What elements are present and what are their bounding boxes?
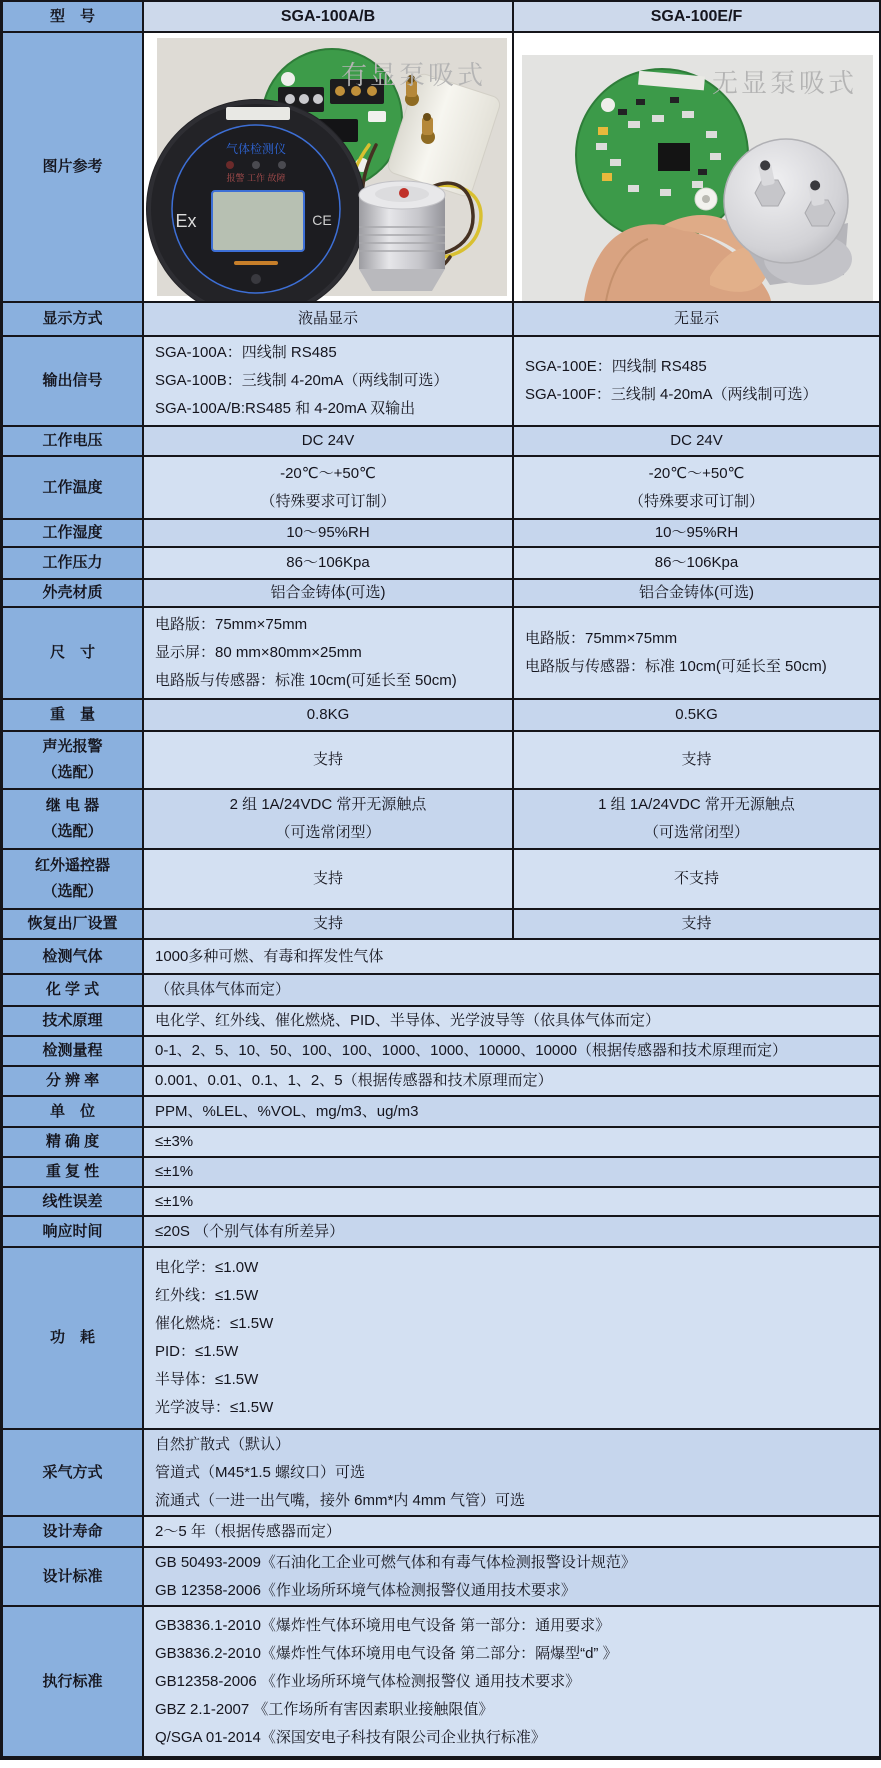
row-label-text: 分 辨 率 xyxy=(45,1072,100,1089)
value-cell-left xyxy=(144,732,514,788)
spec-row-25 xyxy=(3,1517,879,1548)
row-label-cell xyxy=(3,1217,144,1246)
value-cell-right xyxy=(514,700,879,730)
row-label-text: 线性误差 xyxy=(42,1192,103,1210)
row-label-text: 单 位 xyxy=(49,1102,95,1120)
value-text: 0-1、2、5、10、50、100、100、1000、1000、10000、10000（根据传感器和技术原理而定） xyxy=(155,1042,787,1059)
spec-row-15 xyxy=(3,1007,879,1037)
value-cell-left xyxy=(144,548,514,578)
value-cell-left xyxy=(144,850,514,908)
value-text: -20℃～+50℃ xyxy=(280,464,376,482)
value-cell-span xyxy=(144,1067,879,1095)
row-label-cell xyxy=(3,732,144,788)
row-label-text: （选配） xyxy=(42,823,103,840)
spec-row-8 xyxy=(3,700,879,732)
row-label-text: （选配） xyxy=(42,883,103,900)
value-text: 铝合金铸体(可选) xyxy=(270,584,386,601)
value-cell-right xyxy=(514,337,879,425)
value-text: （特殊要求可订制） xyxy=(260,492,396,510)
value-cell-right xyxy=(514,732,879,788)
spec-row-12 xyxy=(3,910,879,940)
spec-row-24 xyxy=(3,1430,879,1517)
value-text: 86～106Kpa xyxy=(654,554,739,571)
value-text: SGA-100A/B:RS485 和 4-20mA 双输出 xyxy=(155,400,416,417)
row-label-text: 重 量 xyxy=(49,706,95,723)
spec-row-16 xyxy=(3,1037,879,1067)
value-cell-left xyxy=(144,608,514,698)
value-cell-span xyxy=(144,1007,879,1035)
spec-row-13 xyxy=(3,940,879,975)
value-text: PID：≤1.5W xyxy=(155,1343,239,1360)
row-label-text: 采气方式 xyxy=(42,1463,103,1481)
spec-row-4 xyxy=(3,520,879,548)
value-text: 支持 xyxy=(312,870,343,887)
row-label-text: 显示方式 xyxy=(42,310,103,327)
row-label-cell xyxy=(3,1517,144,1546)
row-label-text: 重 复 性 xyxy=(45,1163,100,1180)
value-text: 铝合金铸体(可选) xyxy=(639,584,754,601)
table-header-row xyxy=(3,2,879,33)
value-text: 0.5KG xyxy=(675,706,718,723)
value-text: GB3836.1-2010《爆炸性气体环境用电气设备 第一部分：通用要求》 xyxy=(155,1616,611,1634)
spec-row-10 xyxy=(3,790,879,850)
row-label-text: 设计标准 xyxy=(42,1567,103,1585)
value-cell-right xyxy=(514,790,879,848)
value-text: 支持 xyxy=(312,751,343,768)
value-text: 86～106Kpa xyxy=(286,554,370,571)
value-text: Q/SGA 01-2014《深国安电子科技有限公司企业执行标准》 xyxy=(155,1728,546,1746)
spec-row-19 xyxy=(3,1128,879,1158)
value-cell-right xyxy=(514,303,879,335)
image-row-label-text: 图片参考 xyxy=(42,158,103,175)
value-cell-right xyxy=(514,457,879,518)
value-cell-left xyxy=(144,910,514,938)
value-text: GB 50493-2009《石油化工企业可燃气体和有毒气体检测报警设计规范》 xyxy=(155,1553,636,1571)
header-label-cell xyxy=(3,2,144,31)
row-label-cell xyxy=(3,548,144,578)
value-cell-right xyxy=(514,548,879,578)
value-text: 电路版与传感器：标准 10cm(可延长至 50cm) xyxy=(525,658,827,675)
row-label-text: 红外遥控器 xyxy=(34,857,110,874)
row-label-text: 输出信号 xyxy=(42,372,103,389)
value-text: 1 组 1A/24VDC 常开无源触点 xyxy=(598,796,795,813)
value-text: 10～95%RH xyxy=(286,524,370,541)
value-text: （特殊要求可订制） xyxy=(628,492,764,510)
row-label-text: 工作湿度 xyxy=(42,524,103,541)
watermark-left: 有显泵吸式 xyxy=(340,61,486,90)
value-cell-span xyxy=(144,1158,879,1186)
value-text: 流通式（一进一出气嘴，接外 6mm*内 4mm 气管）可选 xyxy=(155,1491,526,1509)
product-photo-sga100ef xyxy=(514,33,879,301)
row-label-cell xyxy=(3,790,144,848)
value-cell-left xyxy=(144,337,514,425)
row-label-cell xyxy=(3,1607,144,1756)
model-ab-text: SGA-100A/B xyxy=(280,7,376,25)
value-text: 1000多种可燃、有毒和挥发性气体 xyxy=(155,947,384,965)
spec-row-26 xyxy=(3,1548,879,1607)
value-cell-span xyxy=(144,1128,879,1156)
value-cell-left xyxy=(144,580,514,606)
spec-row-23 xyxy=(3,1248,879,1430)
row-label-cell xyxy=(3,850,144,908)
value-cell-right xyxy=(514,608,879,698)
value-text: SGA-100B：三线制 4-20mA（两线制可选） xyxy=(155,372,449,389)
value-cell-right xyxy=(514,580,879,606)
row-label-text: 工作温度 xyxy=(42,478,103,496)
spec-row-20 xyxy=(3,1158,879,1188)
value-text: DC 24V xyxy=(301,432,355,449)
value-cell-span xyxy=(144,940,879,973)
value-text: 红外线：≤1.5W xyxy=(155,1287,259,1304)
value-text: 10～95%RH xyxy=(654,524,739,541)
value-cell-left xyxy=(144,520,514,546)
value-text: ≤±1% xyxy=(155,1192,194,1210)
value-cell-right xyxy=(514,850,879,908)
spec-row-18 xyxy=(3,1097,879,1128)
value-cell-right xyxy=(514,520,879,546)
spec-row-2 xyxy=(3,427,879,457)
spec-row-11 xyxy=(3,850,879,910)
value-text: SGA-100F：三线制 4-20mA（两线制可选） xyxy=(525,386,818,403)
value-text: 支持 xyxy=(681,915,712,932)
value-text: 光学波导：≤1.5W xyxy=(155,1399,274,1416)
value-text: （依具体气体而定） xyxy=(155,981,291,998)
value-text: （可选常闭型） xyxy=(643,824,749,841)
value-text: GB12358-2006 《作业场所环境气体检测报警仪 通用技术要求》 xyxy=(155,1672,581,1690)
row-label-cell xyxy=(3,1007,144,1035)
bottom-margin xyxy=(0,1760,881,1768)
spec-row-17 xyxy=(3,1067,879,1097)
spec-row-7 xyxy=(3,608,879,700)
value-text: 显示屏：80 mm×80mm×25mm xyxy=(155,644,362,661)
row-label-text: 检测气体 xyxy=(42,947,103,965)
value-cell-left xyxy=(144,457,514,518)
header-model-ef xyxy=(514,2,879,31)
device-ce-mark: CE xyxy=(312,212,332,228)
spec-row-5 xyxy=(3,548,879,580)
value-text: GBZ 2.1-2007 《工作场所有害因素职业接触限值》 xyxy=(155,1700,494,1718)
row-label-cell xyxy=(3,1097,144,1126)
device-led-labels: 报警 工作 故障 xyxy=(226,173,286,183)
sensor-cylinder-illustration xyxy=(359,181,445,291)
row-label-cell xyxy=(3,1067,144,1095)
spec-row-0 xyxy=(3,303,879,337)
photo-illustration-left xyxy=(144,33,512,301)
model-ef-text: SGA-100E/F xyxy=(650,7,743,25)
row-label-cell xyxy=(3,700,144,730)
row-label-text: 工作压力 xyxy=(42,554,103,571)
row-label-text: 响应时间 xyxy=(42,1222,103,1240)
row-label-text: 执行标准 xyxy=(42,1672,103,1690)
row-label-cell xyxy=(3,1248,144,1428)
row-label-cell xyxy=(3,1037,144,1065)
row-label-text: （选配） xyxy=(42,764,103,781)
value-text: 电化学、红外线、催化燃烧、PID、半导体、光学波导等（依具体气体而定） xyxy=(155,1012,661,1029)
row-label-cell xyxy=(3,1430,144,1515)
watermark-right: 无显泵吸式 xyxy=(711,69,857,98)
row-label-text: 外壳材质 xyxy=(42,584,103,601)
value-text: SGA-100E：四线制 RS485 xyxy=(525,358,707,375)
value-text: 自然扩散式（默认） xyxy=(155,1435,291,1453)
row-label-text: 技术原理 xyxy=(42,1012,103,1029)
row-label-cell xyxy=(3,1188,144,1215)
row-label-text: 精 确 度 xyxy=(45,1133,100,1150)
value-text: 电化学：≤1.0W xyxy=(155,1259,259,1276)
row-label-text: 功 耗 xyxy=(49,1329,95,1346)
value-cell-right xyxy=(514,427,879,455)
value-cell-span xyxy=(144,1430,879,1515)
row-label-text: 声光报警 xyxy=(42,738,103,755)
value-text: SGA-100A：四线制 RS485 xyxy=(155,344,337,361)
spec-rows-container xyxy=(3,303,879,1758)
spec-row-1 xyxy=(3,337,879,427)
value-cell-left xyxy=(144,790,514,848)
image-reference-row xyxy=(3,33,879,303)
spec-row-3 xyxy=(3,457,879,520)
row-label-cell xyxy=(3,1128,144,1156)
value-text: 0.001、0.01、0.1、1、2、5（根据传感器和技术原理而定） xyxy=(155,1072,553,1089)
value-text: 电路版：75mm×75mm xyxy=(525,630,678,647)
row-label-text: 尺 寸 xyxy=(49,644,95,661)
value-text: 管道式（M45*1.5 螺纹口）可选 xyxy=(155,1463,366,1481)
value-text: ≤20S （个别气体有所差异） xyxy=(155,1222,345,1240)
product-photo-sga100ab xyxy=(144,33,514,301)
spec-row-27 xyxy=(3,1607,879,1758)
row-label-cell xyxy=(3,427,144,455)
row-label-text: 继 电 器 xyxy=(45,797,100,814)
value-text: 电路版：75mm×75mm xyxy=(155,616,308,633)
spec-row-9 xyxy=(3,732,879,790)
value-cell-span xyxy=(144,1217,879,1246)
value-cell-span xyxy=(144,1188,879,1215)
row-label-cell xyxy=(3,940,144,973)
pcb-board-illustration xyxy=(576,69,748,241)
value-text: 液晶显示 xyxy=(297,310,358,327)
value-cell-span xyxy=(144,1037,879,1065)
row-label-cell xyxy=(3,303,144,335)
value-cell-span xyxy=(144,975,879,1005)
row-label-text: 检测量程 xyxy=(42,1042,103,1059)
row-label-cell xyxy=(3,337,144,425)
photo-illustration-right xyxy=(514,33,879,301)
spec-row-22 xyxy=(3,1217,879,1248)
image-row-label-cell xyxy=(3,33,144,301)
value-text: ≤±3% xyxy=(155,1133,194,1150)
value-text: （可选常闭型） xyxy=(275,824,381,841)
spec-row-21 xyxy=(3,1188,879,1217)
row-label-cell xyxy=(3,1548,144,1605)
value-text: PPM、%LEL、%VOL、mg/m3、ug/m3 xyxy=(155,1102,419,1120)
value-text: -20℃～+50℃ xyxy=(648,464,745,482)
value-text: DC 24V xyxy=(670,432,723,449)
value-text: 2～5 年（根据传感器而定） xyxy=(155,1522,341,1540)
row-label-text: 化 学 式 xyxy=(45,981,100,998)
value-text: 无显示 xyxy=(673,310,719,327)
row-label-cell xyxy=(3,975,144,1005)
value-text: 催化燃烧：≤1.5W xyxy=(155,1315,274,1332)
spec-row-14 xyxy=(3,975,879,1007)
value-text: 半导体：≤1.5W xyxy=(155,1371,259,1388)
value-cell-left xyxy=(144,303,514,335)
value-text: 支持 xyxy=(312,915,343,932)
value-cell-span xyxy=(144,1517,879,1546)
value-text: 2 组 1A/24VDC 常开无源触点 xyxy=(229,796,427,813)
value-cell-right xyxy=(514,910,879,938)
device-title-text: 气体检测仪 xyxy=(225,142,287,156)
row-label-cell xyxy=(3,608,144,698)
row-label-cell xyxy=(3,910,144,938)
row-label-text: 工作电压 xyxy=(42,432,103,449)
value-cell-span xyxy=(144,1607,879,1756)
value-cell-left xyxy=(144,700,514,730)
row-label-cell xyxy=(3,1158,144,1186)
value-cell-span xyxy=(144,1548,879,1605)
value-text: 0.8KG xyxy=(306,706,350,723)
header-label-text: 型 号 xyxy=(49,7,95,25)
value-text: 支持 xyxy=(681,751,712,768)
row-label-cell xyxy=(3,520,144,546)
device-ex-mark: Ex xyxy=(175,211,197,231)
spec-row-6 xyxy=(3,580,879,608)
value-text: ≤±1% xyxy=(155,1163,194,1180)
row-label-cell xyxy=(3,457,144,518)
value-text: GB3836.2-2010《爆炸性气体环境用电气设备 第二部分：隔爆型“d” 》 xyxy=(155,1644,618,1662)
value-text: 电路版与传感器：标准 10cm(可延长至 50cm) xyxy=(155,672,457,689)
value-cell-left xyxy=(144,427,514,455)
value-cell-span xyxy=(144,1248,879,1428)
row-label-cell xyxy=(3,580,144,606)
value-text: GB 12358-2006《作业场所环境气体检测报警仪通用技术要求》 xyxy=(155,1581,576,1599)
row-label-text: 设计寿命 xyxy=(42,1522,103,1540)
row-label-text: 恢复出厂设置 xyxy=(27,915,118,932)
value-text: 不支持 xyxy=(673,870,719,887)
header-model-ab xyxy=(144,2,514,31)
value-cell-span xyxy=(144,1097,879,1126)
